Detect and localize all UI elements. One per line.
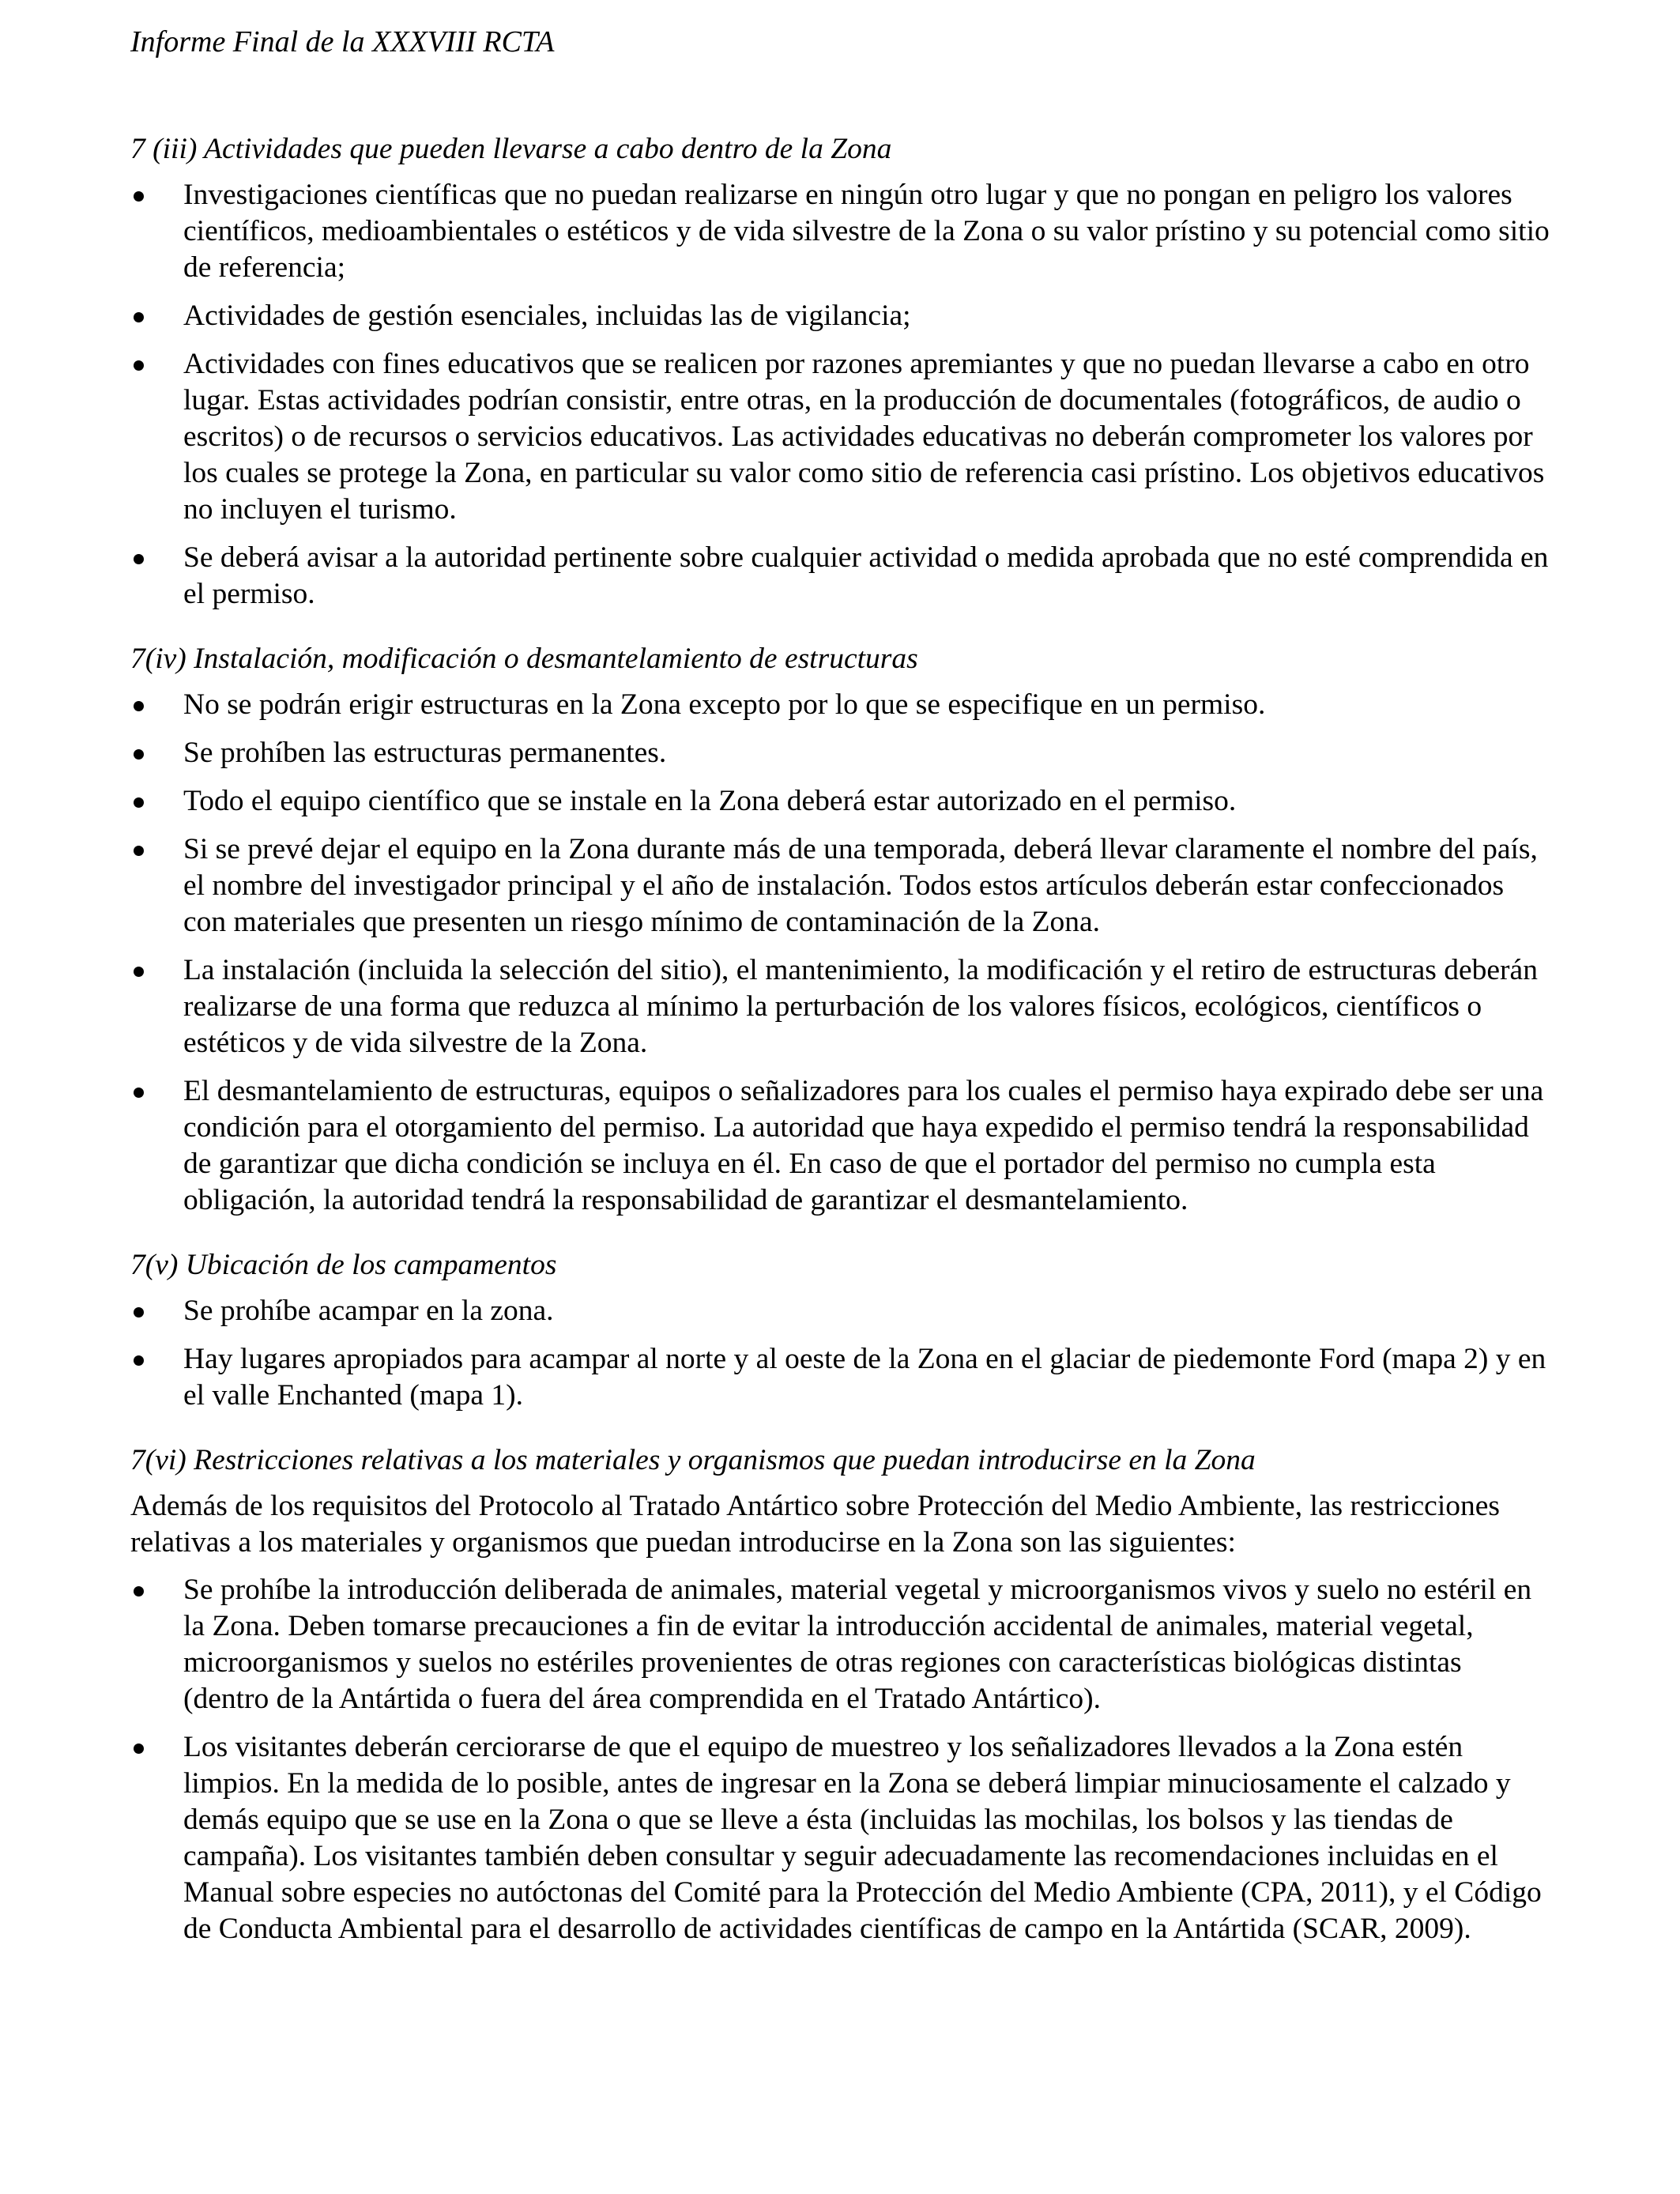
bullet-item — [130, 540, 1553, 613]
bullet-text: Se prohíbe acampar en la zona. — [183, 1295, 554, 1327]
bullet-text: No se podrán erigir estructuras en la Zona excepto por lo que se especifique en un permiso. — [183, 688, 1266, 721]
bullet-item — [130, 687, 1553, 723]
bullet-list — [130, 1293, 1553, 1414]
section-paragraph: Además de los requisitos del Protocolo al Tratado Antártico sobre Protección del Medio Ambiente, las restricciones relativas a los materiales y organismos que puedan introducirse en la Zona son las siguientes: — [130, 1490, 1500, 1559]
bullet-item — [130, 1073, 1553, 1219]
bullet-text: Se prohíben las estructuras permanentes. — [183, 737, 667, 769]
bullet-item — [130, 1572, 1553, 1717]
section-heading: 7(v) Ubicación de los campamentos — [130, 1249, 557, 1281]
section-7-v — [130, 1247, 1553, 1414]
bullet-icon — [134, 797, 144, 808]
section-7-vi — [130, 1442, 1553, 1947]
bullet-item — [130, 298, 1553, 334]
bullet-item — [130, 735, 1553, 771]
section-heading: 7(iv) Instalación, modificación o desmantelamiento de estructuras — [130, 643, 918, 675]
bullet-text: Los visitantes deberán cerciorarse de que el equipo de muestreo y los señalizadores llevados a la Zona estén limpios. En la medida de lo posible, antes de ingresar en la Zona se deberá limpiar minuciosamente el calzado y demás equipo que se use en la Zona o que se lleve a ésta (incluidas las mochilas, los bolsos y las tiendas de campaña). Los visitantes también deben consultar y seguir adecuadamente las recomendaciones incluidas en el Manual sobre especies no autóctonas del Comité para la Protección del Medio Ambiente (CPA, 2011), y el Código de Conducta Ambiental para el desarrollo de actividades científicas de campo en la Antártida (SCAR, 2009). — [183, 1731, 1542, 1945]
bullet-icon — [134, 1744, 144, 1754]
bullet-icon — [134, 1307, 144, 1318]
bullet-icon — [134, 967, 144, 977]
document-body — [130, 131, 1553, 1959]
bullet-item — [130, 952, 1553, 1061]
bullet-item — [130, 1729, 1553, 1947]
bullet-icon — [134, 1586, 144, 1596]
bullet-icon — [134, 1088, 144, 1098]
bullet-text: Actividades con fines educativos que se realicen por razones apremiantes y que no puedan llevarse a cabo en otro lugar. Estas actividades podrían consistir, entre otras, en la producción de documentales (fotográficos, de audio o escritos) o de recursos o servicios educativos. Las actividades educativas no deberán comprometer los valores por los cuales se protege la Zona, en particular su valor como sitio de referencia casi prístino. Los objetivos educativos no incluyen el turismo. — [183, 348, 1545, 526]
bullet-text: Hay lugares apropiados para acampar al norte y al oeste de la Zona en el glaciar de piedemonte Ford (mapa 2) y en el valle Enchanted (mapa 1). — [183, 1343, 1546, 1412]
bullet-text: Se deberá avisar a la autoridad pertinente sobre cualquier actividad o medida aprobada que no esté comprendida en el permiso. — [183, 541, 1549, 610]
bullet-item — [130, 831, 1553, 941]
section-7-iv — [130, 641, 1553, 1219]
bullet-item — [130, 1293, 1553, 1329]
bullet-list — [130, 687, 1553, 1219]
bullet-text: Actividades de gestión esenciales, incluidas las de vigilancia; — [183, 300, 911, 332]
bullet-list — [130, 177, 1553, 613]
bullet-text: Si se prevé dejar el equipo en la Zona durante más de una temporada, deberá llevar claramente el nombre del país, el nombre del investigador principal y el año de instalación. Todos estos artículos deberán estar confeccionados con materiales que presenten un riesgo mínimo de contaminación de la Zona. — [183, 833, 1538, 938]
bullet-icon — [134, 360, 144, 371]
bullet-icon — [134, 312, 144, 322]
bullet-text: Investigaciones científicas que no puedan realizarse en ningún otro lugar y que no pongan en peligro los valores científicos, medioambientales o estéticos y de vida silvestre de la Zona o su valor prístino y su potencial como sitio de referencia; — [183, 179, 1550, 284]
bullet-icon — [134, 846, 144, 856]
bullet-text: Se prohíbe la introducción deliberada de animales, material vegetal y microorganismos vivos y suelo no estéril en la Zona. Deben tomarse precauciones a fin de evitar la introducción accidental de animales, material vegetal, microorganismos y suelos no estériles provenientes de otras regiones con características biológicas distintas (dentro de la Antártida o fuera del área comprendida en el Tratado Antártico). — [183, 1574, 1532, 1715]
bullet-item — [130, 346, 1553, 528]
bullet-list — [130, 1572, 1553, 1947]
bullet-icon — [134, 1355, 144, 1366]
running-header: Informe Final de la XXXVIII RCTA — [130, 25, 555, 58]
bullet-icon — [134, 701, 144, 711]
bullet-item — [130, 177, 1553, 286]
bullet-text: Todo el equipo científico que se instale en la Zona deberá estar autorizado en el permiso. — [183, 785, 1237, 817]
bullet-icon — [134, 749, 144, 760]
bullet-text: El desmantelamiento de estructuras, equipos o señalizadores para los cuales el permiso haya expirado debe ser una condición para el otorgamiento del permiso. La autoridad que haya expedido el permiso tendrá la responsabilidad de garantizar que dicha condición se incluya en él. En caso de que el portador del permiso no cumpla esta obligación, la autoridad tendrá la responsabilidad de garantizar el desmantelamiento. — [183, 1075, 1544, 1216]
section-7-iii — [130, 131, 1553, 613]
section-heading: 7 (iii) Actividades que pueden llevarse a cabo dentro de la Zona — [130, 133, 892, 165]
bullet-item — [130, 1341, 1553, 1414]
bullet-icon — [134, 554, 144, 564]
bullet-item — [130, 783, 1553, 820]
bullet-icon — [134, 191, 144, 202]
section-heading: 7(vi) Restricciones relativas a los materiales y organismos que puedan introducirse en la Zona — [130, 1444, 1256, 1476]
bullet-text: La instalación (incluida la selección del sitio), el mantenimiento, la modificación y el retiro de estructuras deberán realizarse de una forma que reduzca al mínimo la perturbación de los valores físicos, ecológicos, científicos o estéticos y de vida silvestre de la Zona. — [183, 954, 1538, 1059]
